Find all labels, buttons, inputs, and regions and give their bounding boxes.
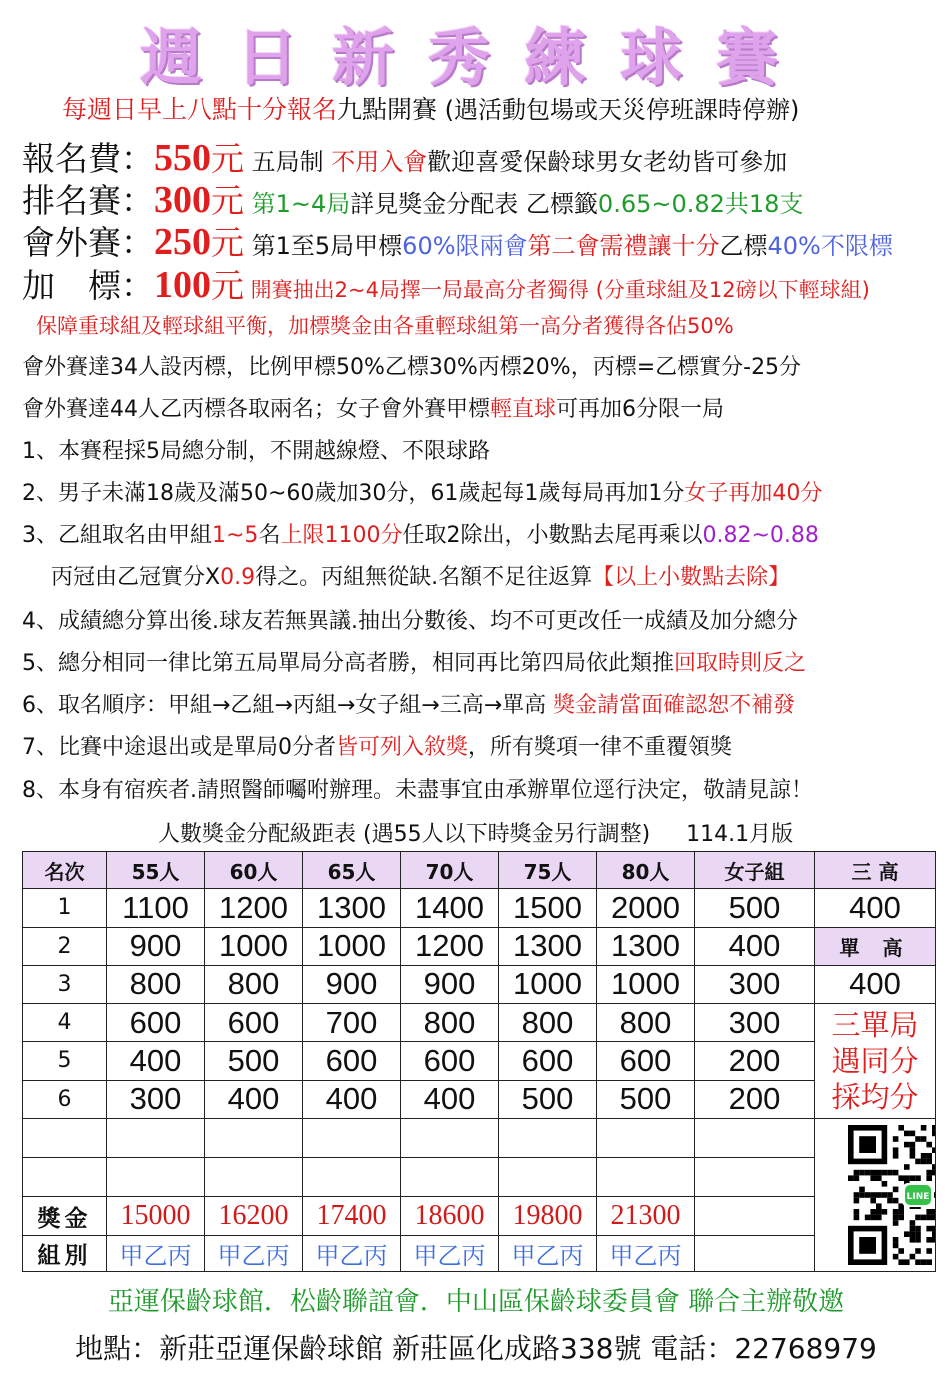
rule-text: 【以上小數點去除】 <box>592 565 791 590</box>
rule-item <box>22 646 806 677</box>
rank-cell: 3 <box>23 965 107 1003</box>
group-cell: 甲乙丙 <box>107 1235 205 1271</box>
prize-cell: 600 <box>303 1042 401 1080</box>
prize-cell: 1000 <box>303 927 401 965</box>
group-cell: 甲乙丙 <box>499 1235 597 1271</box>
prize-cell: 400 <box>205 1080 303 1118</box>
rule-text: 4、成績總分算出後.球友若無異議.抽出分數後、均不可更改任一成績及加分總分 <box>22 609 798 634</box>
bonus-label: 獎金 <box>23 1197 107 1235</box>
prize-cell: 800 <box>107 965 205 1003</box>
fee-detail: 0.65~0.82共18支 <box>597 190 804 218</box>
empty-cell <box>107 1118 205 1157</box>
table-caption <box>158 817 793 848</box>
triple-high-prize: 400 <box>815 889 936 927</box>
rule-text: 5、總分相同一律比第五局單局分高者勝，相同再比第四局依此類推 <box>22 651 674 676</box>
bonus-total-cell: 21300 <box>597 1197 695 1235</box>
guarantee-text: 保障重球組及輕球組平衡，加標獎金由各重輕球組第一高分者獲得各佔50% <box>36 314 734 338</box>
tie-rule-line: 三單局 <box>831 1007 919 1042</box>
fee-detail: 第二會需禮讓十分 <box>527 232 720 260</box>
prize-cell: 800 <box>205 965 303 1003</box>
prize-cell: 600 <box>205 1004 303 1042</box>
rule-text: 皆可列入敘獎 <box>336 735 469 760</box>
empty-cell <box>23 1158 107 1197</box>
table-row <box>23 852 936 889</box>
rule-text: 得之。丙組無從缺.名額不足往返算 <box>255 565 593 590</box>
extra-rule-part: 輕直球 <box>490 397 557 422</box>
fee-amount: 250 <box>154 221 211 263</box>
table-row <box>23 1235 936 1271</box>
empty-cell <box>303 1118 401 1157</box>
rule-text: 7、比賽中途退出或是單局0分者 <box>22 735 336 760</box>
rule-text: 回取時則反之 <box>674 651 807 676</box>
table-header-cell: 75人 <box>499 852 597 889</box>
table-row <box>23 1004 936 1042</box>
rule-text: 女子再加40分 <box>684 481 823 506</box>
fee-detail: 40%不限標 <box>767 232 893 260</box>
empty-cell <box>205 1118 303 1157</box>
bonus-total-cell: 18600 <box>401 1197 499 1235</box>
table-caption-text: 人數獎金分配級距表 (遇55人以下時獎金另行調整) <box>158 822 651 847</box>
rule-text: 0.82~0.88 <box>702 523 819 548</box>
table-header-cell: 65人 <box>303 852 401 889</box>
fee-label: 報名費： <box>22 139 154 178</box>
rule-item <box>22 730 732 761</box>
single-high-header: 單 高 <box>815 927 936 965</box>
extra-rule-part: 會外賽達44人乙丙標各取兩名；女子會外賽甲標 <box>22 397 490 422</box>
prize-cell: 800 <box>499 1004 597 1042</box>
intro-line <box>62 90 799 126</box>
table-header-cell: 60人 <box>205 852 303 889</box>
group-cell: 甲乙丙 <box>205 1235 303 1271</box>
fee-unit: 元 <box>211 139 244 178</box>
fee-label: 排名賽： <box>22 181 154 220</box>
fee-amount: 100 <box>154 264 211 306</box>
women-prize-cell: 300 <box>695 1004 815 1042</box>
rule-text: 3、乙組取名由甲組 <box>22 523 212 548</box>
women-prize-cell: 300 <box>695 965 815 1003</box>
location: 地點：新莊亞運保齡球館 新莊區化成路338號 電話：22768979 <box>75 1332 877 1365</box>
empty-cell <box>499 1118 597 1157</box>
table-row <box>23 965 936 1003</box>
intro-start-time: 九點開賽 <box>337 95 438 124</box>
group-label: 組別 <box>23 1235 107 1271</box>
rule-text: 名 <box>258 523 281 548</box>
prize-cell: 400 <box>107 1042 205 1080</box>
fee-amount: 300 <box>154 179 211 221</box>
rank-cell: 1 <box>23 889 107 927</box>
rank-cell: 4 <box>23 1004 107 1042</box>
empty-cell <box>695 1118 815 1157</box>
fee-detail: 不用入會 <box>331 148 428 176</box>
table-header-cell: 80人 <box>597 852 695 889</box>
fee-detail: 60%限兩會 <box>402 232 528 260</box>
table-row <box>23 927 936 965</box>
table-row <box>23 1158 936 1197</box>
fee-detail: 第1至5局甲標 <box>244 232 403 260</box>
fee-line <box>22 175 803 222</box>
empty-cell <box>23 1118 107 1157</box>
rank-cell: 6 <box>23 1080 107 1118</box>
prize-cell: 800 <box>401 1004 499 1042</box>
tie-rule-note <box>815 1004 936 1119</box>
rule-text: 1~5 <box>212 523 259 548</box>
fee-unit: 元 <box>211 223 244 262</box>
single-high-prize: 400 <box>815 965 936 1003</box>
extra-rule-part: 可再加6分限一局 <box>556 397 725 422</box>
women-prize-cell: 500 <box>695 889 815 927</box>
rule-text: 獎金請當面確認恕不補發 <box>553 693 796 718</box>
fee-detail: 歡迎喜愛保齡球男女老幼皆可參加 <box>427 148 788 176</box>
women-prize-cell: 200 <box>695 1080 815 1118</box>
prize-cell: 600 <box>107 1004 205 1042</box>
women-prize-cell: 400 <box>695 927 815 965</box>
prize-cell: 1200 <box>205 889 303 927</box>
empty-cell <box>401 1118 499 1157</box>
fee-detail: 詳見獎金分配表 乙標籤 <box>350 190 598 218</box>
page-title: 週日新秀練球賽 <box>139 21 812 94</box>
table-header-cell: 名次 <box>23 852 107 889</box>
qr-code-cell <box>815 1118 936 1271</box>
bonus-total-cell: 17400 <box>303 1197 401 1235</box>
table-header-cell: 70人 <box>401 852 499 889</box>
rule-item <box>22 604 798 635</box>
prize-cell: 500 <box>499 1080 597 1118</box>
rule-item <box>22 773 813 804</box>
organizers: 亞運保齡球館．松齡聯誼會．中山區保齡球委員會 聯合主辦敬邀 <box>107 1287 845 1317</box>
rule-text: ，所有獎項一律不重覆領獎 <box>468 735 733 760</box>
tie-rule-line: 採均分 <box>831 1079 919 1114</box>
rule-text: 1、本賽程採5局總分制，不開越線燈、不限球路 <box>22 439 490 464</box>
table-row <box>23 1118 936 1157</box>
empty-cell <box>597 1158 695 1197</box>
prize-cell: 600 <box>499 1042 597 1080</box>
empty-cell <box>401 1158 499 1197</box>
rule-item <box>22 560 790 591</box>
fee-label: 加 標： <box>22 266 154 305</box>
fee-unit: 元 <box>211 181 244 220</box>
prize-table <box>22 851 936 1272</box>
qr-code-icon <box>815 1122 936 1268</box>
rule-item <box>22 688 795 719</box>
empty-cell <box>499 1158 597 1197</box>
prize-cell: 500 <box>597 1080 695 1118</box>
prize-cell: 1300 <box>303 889 401 927</box>
fee-detail: 開賽抽出2~4局擇一局最高分者獨得 (分重球組及12磅以下輕球組) <box>244 278 870 302</box>
bonus-total-cell: 19800 <box>499 1197 597 1235</box>
table-row <box>23 1197 936 1235</box>
intro-signup-time: 每週日早上八點十分報名 <box>62 95 338 124</box>
line-logo-text: LINE <box>906 1191 930 1202</box>
fee-label: 會外賽： <box>22 223 154 262</box>
prize-cell: 300 <box>107 1080 205 1118</box>
prize-cell: 1100 <box>107 889 205 927</box>
prize-cell: 1500 <box>499 889 597 927</box>
prize-cell: 600 <box>597 1042 695 1080</box>
empty-cell <box>303 1158 401 1197</box>
table-row <box>23 889 936 927</box>
prize-cell: 500 <box>205 1042 303 1080</box>
empty-cell <box>205 1158 303 1197</box>
rule-text: 丙冠由乙冠實分X <box>22 565 221 590</box>
rule-text: 2、男子未滿18歲及滿50~60歲加30分，61歲起每1歲每局再加1分 <box>22 481 685 506</box>
prize-cell: 1300 <box>499 927 597 965</box>
fee-line <box>22 260 870 307</box>
prize-cell: 600 <box>401 1042 499 1080</box>
prize-cell: 2000 <box>597 889 695 927</box>
prize-cell: 400 <box>303 1080 401 1118</box>
prize-cell: 1300 <box>597 927 695 965</box>
rule-text: 上限1100分 <box>280 523 403 548</box>
fee-detail: 第1~4局 <box>244 190 351 218</box>
rule-item <box>22 518 819 549</box>
empty-cell <box>695 1158 815 1197</box>
table-header-cell: 55人 <box>107 852 205 889</box>
bonus-total-cell: 15000 <box>107 1197 205 1235</box>
rank-cell: 5 <box>23 1042 107 1080</box>
rule-text: 8、本身有宿疾者.請照醫師囑咐辦理。未盡事宜由承辦單位逕行決定，敬請見諒！ <box>22 778 813 803</box>
rank-cell: 2 <box>23 927 107 965</box>
prize-cell: 900 <box>401 965 499 1003</box>
table-header-cell: 三 高 <box>815 852 936 889</box>
table-version: 114.1月版 <box>686 822 794 847</box>
empty-cell <box>695 1235 815 1271</box>
extra-rule-2 <box>22 392 724 423</box>
prize-cell: 1000 <box>597 965 695 1003</box>
prize-cell: 700 <box>303 1004 401 1042</box>
fee-line <box>22 133 787 180</box>
empty-cell <box>107 1158 205 1197</box>
group-cell: 甲乙丙 <box>303 1235 401 1271</box>
empty-cell <box>597 1118 695 1157</box>
fee-amount: 550 <box>154 137 211 179</box>
intro-note: (遇活動包場或天災停班課時停辦) <box>437 96 800 124</box>
group-cell: 甲乙丙 <box>401 1235 499 1271</box>
group-cell: 甲乙丙 <box>597 1235 695 1271</box>
prize-cell: 1400 <box>401 889 499 927</box>
women-prize-cell: 200 <box>695 1042 815 1080</box>
prize-cell: 400 <box>401 1080 499 1118</box>
empty-cell <box>695 1197 815 1235</box>
rule-item <box>22 434 490 465</box>
table-header-cell: 女子組 <box>695 852 815 889</box>
extra-rule-1: 會外賽達34人設丙標，比例甲標50%乙標30%丙標20%，丙標=乙標實分-25分 <box>22 355 802 380</box>
table-row <box>23 1042 936 1080</box>
rule-text: 0.9 <box>220 565 256 590</box>
table-row <box>23 1080 936 1118</box>
prize-cell: 900 <box>303 965 401 1003</box>
fee-detail: 乙標 <box>719 232 768 260</box>
rule-text: 任取2除出，小數點去尾再乘以 <box>402 523 703 548</box>
prize-cell: 900 <box>107 927 205 965</box>
bonus-total-cell: 16200 <box>205 1197 303 1235</box>
fee-unit: 元 <box>211 266 244 305</box>
prize-cell: 1000 <box>205 927 303 965</box>
prize-cell: 1000 <box>499 965 597 1003</box>
fee-detail: 五局制 <box>244 148 332 176</box>
prize-cell: 800 <box>597 1004 695 1042</box>
fee-line <box>22 217 893 264</box>
rule-text: 6、取名順序：甲組→乙組→丙組→女子組→三高→單高 <box>22 693 554 718</box>
tie-rule-line: 遇同分 <box>831 1043 919 1078</box>
rule-item <box>22 476 822 507</box>
prize-cell: 1200 <box>401 927 499 965</box>
